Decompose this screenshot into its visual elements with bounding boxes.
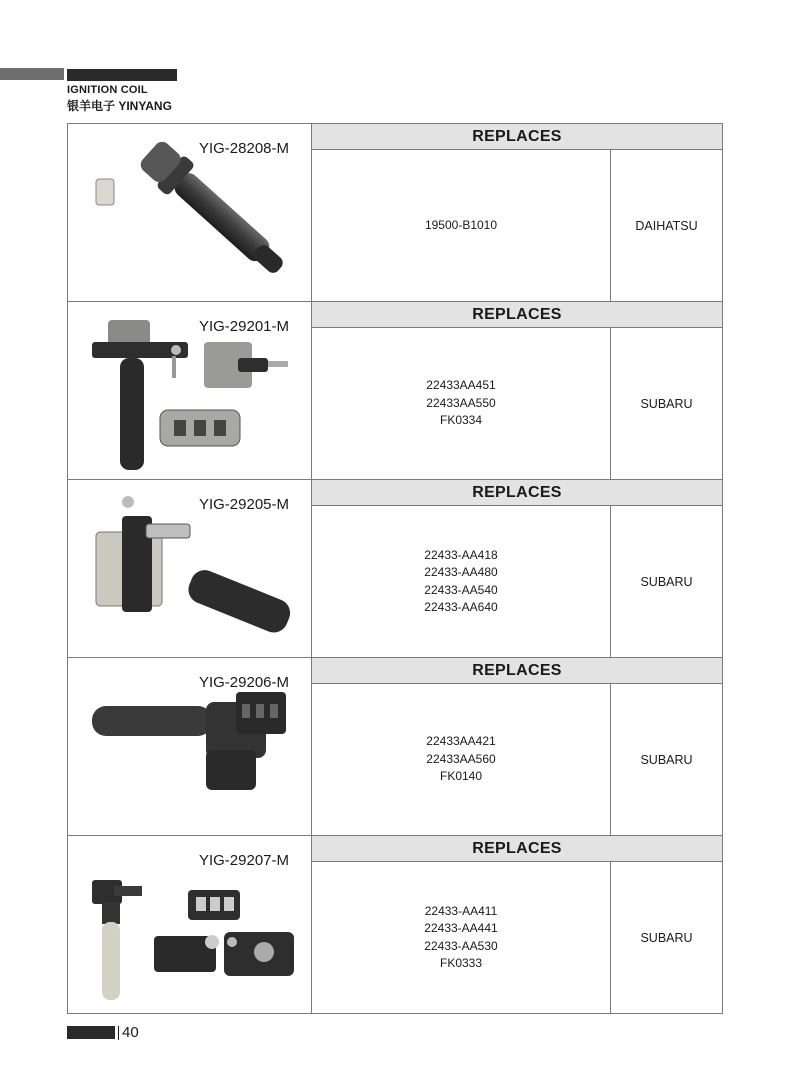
ignition-coil-image — [68, 658, 312, 836]
replaces-header: REPLACES — [312, 836, 722, 862]
footer-accent-bar — [67, 1026, 115, 1039]
replaces-header: REPLACES — [312, 658, 722, 684]
oem-numbers — [312, 150, 611, 301]
vehicle-make: SUBARU — [640, 396, 693, 411]
product-row — [68, 658, 722, 836]
page-number: 40 — [122, 1024, 139, 1041]
oem-number: 22433-AA640 — [424, 600, 498, 614]
oem-numbers — [312, 862, 611, 1013]
footer-separator — [118, 1026, 119, 1040]
product-image-cell — [68, 658, 312, 835]
product-image-cell — [68, 124, 312, 301]
ignition-coil-image — [68, 480, 312, 658]
oem-number: 22433AA550 — [426, 395, 496, 410]
vehicle-make: SUBARU — [640, 574, 693, 589]
oem-numbers — [312, 506, 611, 657]
oem-number: 22433-AA530 — [424, 938, 498, 953]
ignition-coil-image — [68, 302, 312, 480]
oem-number: 22433AA421 — [426, 734, 496, 749]
product-row — [68, 836, 722, 1014]
vehicle-make: SUBARU — [640, 752, 693, 767]
model-number: YIG-29206-M — [198, 674, 289, 691]
oem-number: 22433AA451 — [426, 378, 496, 393]
product-row — [68, 480, 722, 658]
vehicle-make: DAIHATSU — [635, 218, 698, 233]
oem-number: 22433-AA540 — [424, 582, 498, 597]
model-number: YIG-28208-M — [198, 140, 289, 157]
oem-number: FK0140 — [439, 769, 483, 784]
product-image-cell — [68, 302, 312, 479]
vehicle-make: SUBARU — [640, 930, 693, 945]
ignition-coil-image — [68, 836, 312, 1014]
oem-number: 22433-AA411 — [424, 903, 498, 918]
oem-number: FK0334 — [439, 413, 483, 428]
brand-name: 银羊电子 YINYANG — [67, 99, 172, 113]
header-accent-bar-gray — [0, 68, 64, 80]
product-row — [68, 124, 722, 302]
oem-number: 22433-AA480 — [424, 565, 498, 579]
catalog-table — [67, 123, 723, 1014]
model-number: YIG-29201-M — [198, 318, 289, 335]
oem-numbers — [312, 684, 611, 835]
replaces-header: REPLACES — [312, 480, 722, 506]
product-row — [68, 302, 722, 480]
product-image-cell — [68, 836, 312, 1014]
oem-number: 19500-B1010 — [424, 217, 498, 232]
oem-number: 22433-AA418 — [424, 547, 498, 562]
oem-number: 22433AA560 — [426, 751, 496, 766]
ignition-coil-image — [68, 124, 312, 302]
header-accent-bar-dark — [67, 69, 177, 81]
replaces-header: REPLACES — [312, 302, 722, 328]
section-title: IGNITION COIL — [67, 84, 148, 96]
oem-numbers — [312, 328, 611, 479]
product-image-cell — [68, 480, 312, 657]
model-number: YIG-29207-M — [198, 852, 289, 869]
oem-number: FK0333 — [439, 956, 483, 970]
model-number: YIG-29205-M — [198, 496, 289, 513]
replaces-header: REPLACES — [312, 124, 722, 150]
oem-number: 22433-AA441 — [424, 921, 498, 935]
